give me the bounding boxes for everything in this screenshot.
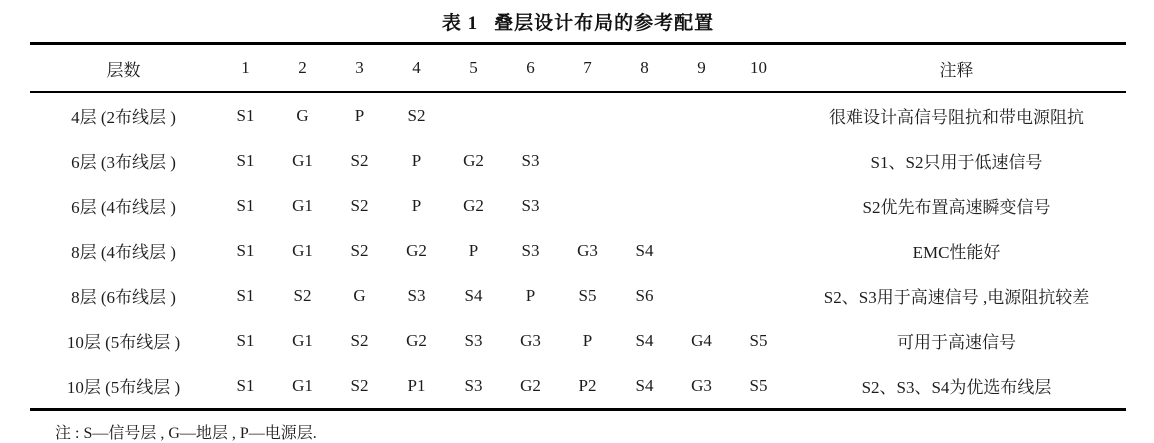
layer-cell: S2 — [350, 375, 369, 395]
layer-cell — [730, 228, 787, 273]
row-note-cell: 很难设计高信号阻抗和带电源阻抗 — [829, 108, 1084, 127]
layer-cell: S1 — [236, 150, 255, 170]
layer-cell — [673, 273, 730, 318]
layer-cell: S1 — [236, 285, 255, 305]
layer-cell: S1 — [236, 105, 255, 125]
row-label-cell: 8层 (6布线层 ) — [71, 288, 176, 307]
layer-cell — [730, 92, 787, 138]
layer-cell: G2 — [520, 375, 541, 395]
layer-cell: S3 — [521, 150, 540, 170]
row-note-cell: 可用于高速信号 — [897, 333, 1016, 352]
layer-cell: G3 — [691, 375, 712, 395]
header-cell-5: 5 — [469, 58, 478, 77]
layer-cell: P1 — [407, 375, 426, 395]
row-note-cell: EMC性能好 — [912, 243, 1001, 262]
table-row — [30, 92, 1126, 138]
layer-cell: S3 — [464, 330, 483, 350]
header-cell-10: 10 — [750, 58, 767, 77]
layer-cell: G2 — [463, 150, 484, 170]
layer-cell — [673, 138, 730, 183]
table-footnote: 注 : S—信号层 , G—地层 , P—电源层. — [55, 425, 317, 442]
header-cell-8: 8 — [640, 58, 649, 77]
layer-cell: S2 — [350, 330, 369, 350]
table-row — [30, 273, 1126, 318]
table-row — [30, 183, 1126, 228]
row-note-cell: S2、S3用于高速信号 ,电源阻抗较差 — [823, 288, 1090, 307]
layer-cell: P — [468, 240, 479, 260]
table-head — [30, 44, 1126, 93]
layer-cell: G2 — [463, 195, 484, 215]
row-note-cell: S2、S3、S4为优选布线层 — [861, 378, 1052, 397]
layer-cell: P2 — [578, 375, 597, 395]
layer-cell: S2 — [350, 150, 369, 170]
layer-cell: S4 — [464, 285, 483, 305]
layer-cell: G1 — [292, 240, 313, 260]
layer-cell: G2 — [406, 330, 427, 350]
layer-cell — [559, 92, 616, 138]
layer-cell: G3 — [520, 330, 541, 350]
layer-cell — [730, 273, 787, 318]
layer-cell — [673, 183, 730, 228]
layer-cell: S2 — [293, 285, 312, 305]
layer-cell: S4 — [635, 330, 654, 350]
header-cell-9: 9 — [697, 58, 706, 77]
layer-cell: G — [353, 285, 366, 305]
layer-cell: S2 — [407, 105, 426, 125]
layer-cell: G4 — [691, 330, 712, 350]
layer-cell: S1 — [236, 240, 255, 260]
layer-cell: G1 — [292, 330, 313, 350]
table-row — [30, 318, 1126, 363]
layer-cell: S3 — [521, 240, 540, 260]
layer-cell — [559, 183, 616, 228]
layer-cell: G3 — [577, 240, 598, 260]
row-note-cell: S2优先布置高速瞬变信号 — [862, 198, 1051, 217]
layer-cell: P — [411, 195, 422, 215]
layer-cell: G1 — [292, 375, 313, 395]
table-title-index: 表 1 — [441, 13, 479, 34]
layer-cell — [730, 138, 787, 183]
stackup-table — [30, 42, 1126, 411]
row-label-cell: 6层 (3布线层 ) — [71, 153, 176, 172]
header-cell-7: 7 — [583, 58, 592, 77]
layer-cell: P — [525, 285, 536, 305]
layer-cell — [502, 92, 559, 138]
layer-cell: S4 — [635, 240, 654, 260]
layer-cell — [616, 183, 673, 228]
header-cell-6: 6 — [526, 58, 535, 77]
row-label-cell: 10层 (5布线层 ) — [66, 378, 181, 397]
header-cell-note: 注释 — [939, 60, 974, 80]
layer-cell: S1 — [236, 330, 255, 350]
layer-cell — [673, 228, 730, 273]
layer-cell: S5 — [578, 285, 597, 305]
row-label-cell: 4层 (2布线层 ) — [71, 108, 176, 127]
layer-cell: G1 — [292, 150, 313, 170]
header-row — [30, 44, 1126, 93]
layer-cell — [730, 183, 787, 228]
layer-cell: S6 — [635, 285, 654, 305]
layer-cell: S3 — [521, 195, 540, 215]
row-label-cell: 8层 (4布线层 ) — [71, 243, 176, 262]
layer-cell — [673, 92, 730, 138]
table-row — [30, 138, 1126, 183]
header-cell-3: 3 — [355, 58, 364, 77]
layer-cell: S2 — [350, 240, 369, 260]
layer-cell: P — [354, 105, 365, 125]
layer-cell: S3 — [407, 285, 426, 305]
layer-cell — [559, 138, 616, 183]
row-label-cell: 10层 (5布线层 ) — [66, 333, 181, 352]
table-title-text: 叠层设计布局的参考配置 — [494, 13, 715, 34]
layer-cell — [445, 92, 502, 138]
header-cell-layers: 层数 — [106, 60, 141, 80]
layer-cell: S3 — [464, 375, 483, 395]
layer-cell: P — [582, 330, 593, 350]
layer-cell: P — [411, 150, 422, 170]
table-title — [30, 5, 1126, 42]
layer-cell: S2 — [350, 195, 369, 215]
row-note-cell: S1、S2只用于低速信号 — [870, 153, 1043, 172]
row-label-cell: 6层 (4布线层 ) — [71, 198, 176, 217]
layer-cell — [616, 92, 673, 138]
layer-cell: S5 — [749, 375, 768, 395]
layer-cell: S1 — [236, 375, 255, 395]
table-row — [30, 363, 1126, 410]
layer-cell — [616, 138, 673, 183]
layer-cell: S5 — [749, 330, 768, 350]
table-body — [30, 92, 1126, 410]
table-row — [30, 228, 1126, 273]
layer-cell: G — [296, 105, 309, 125]
layer-cell: G2 — [406, 240, 427, 260]
layer-cell: G1 — [292, 195, 313, 215]
header-cell-4: 4 — [412, 58, 421, 77]
header-cell-1: 1 — [241, 58, 250, 77]
layer-cell: S4 — [635, 375, 654, 395]
header-cell-2: 2 — [298, 58, 307, 77]
layer-cell: S1 — [236, 195, 255, 215]
